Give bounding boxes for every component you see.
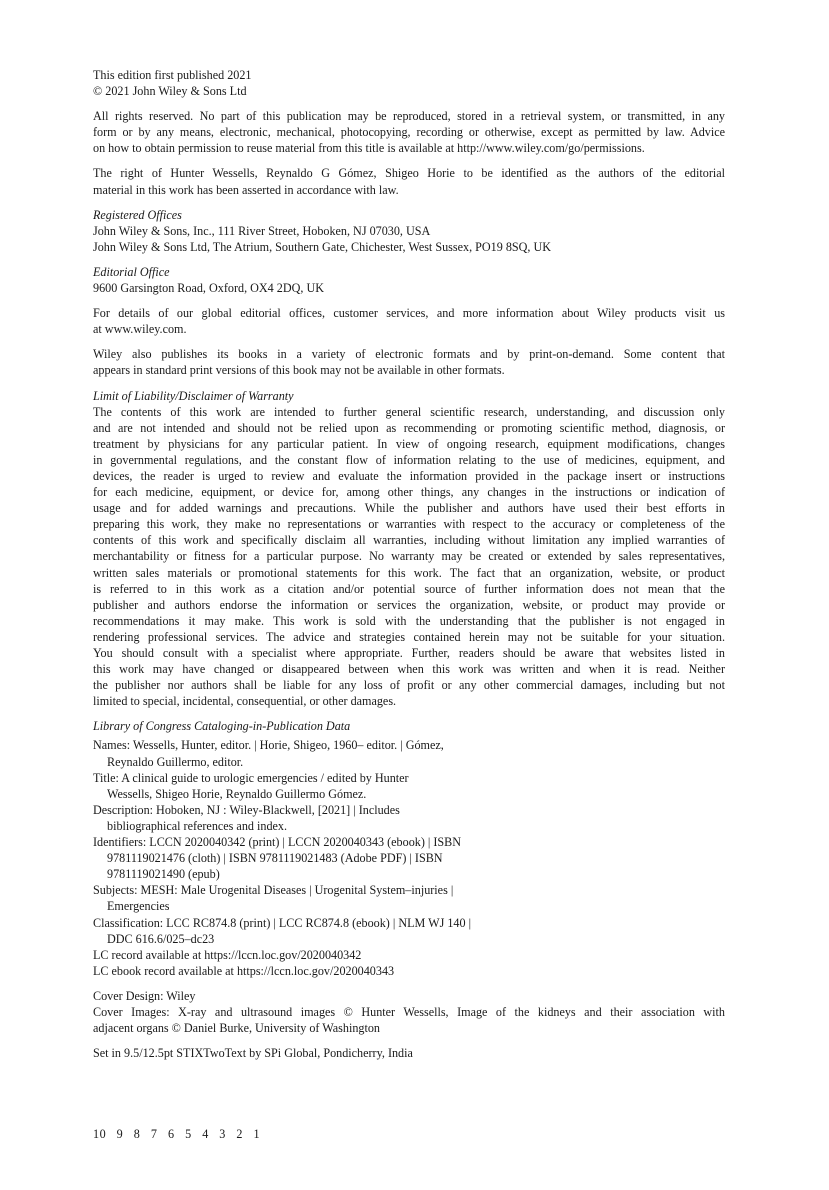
cover-design: Cover Design: Wiley: [93, 988, 196, 1003]
text-line: usage and for added warnings and precautions. While the publisher and authors have used their best efforts in: [93, 501, 725, 516]
text-line: appears in standard print versions of this book may not be available in other formats.: [93, 363, 505, 378]
text-line: merchantability or fitness for a particular purpose. No warranty may be created or extended by sales representatives,: [93, 549, 725, 564]
cataloging-data: [93, 718, 725, 979]
cover-images-cont: adjacent organs © Daniel Burke, University of Washington: [93, 1021, 380, 1036]
section-heading: Editorial Office: [93, 264, 170, 279]
text-line: contents of this work and specifically disclaim all warranties, including without limitation any implied warranties of: [93, 533, 725, 548]
text-line: recommendations it may make. This work is sold with the understanding that the publisher is not engaged in: [93, 613, 725, 628]
cip-subjects-cont: Emergencies: [107, 899, 170, 914]
section-heading: Registered Offices: [93, 207, 182, 222]
text-line: publisher and authors endorse the information or services the organization, website, or product may provide or: [93, 597, 725, 612]
print-line: 10 9 8 7 6 5 4 3 2 1: [93, 1127, 261, 1141]
address-line: John Wiley & Sons Ltd, The Atrium, Southern Gate, Chichester, West Sussex, PO19 8SQ, UK: [93, 239, 552, 254]
global-offices-notice: [93, 305, 725, 337]
lc-ebook-record-link: LC ebook record available at https://lccn.loc.gov/2020040343: [93, 963, 395, 978]
formats-notice: [93, 346, 725, 378]
text-line: is referred to in this work as a citation and/or potential source of further information does not mean that the: [93, 581, 725, 596]
edition-notice: [93, 67, 725, 99]
text-line: material in this work has been asserted in accordance with law.: [93, 182, 399, 197]
rights-notice: [93, 108, 725, 156]
text-line: For details of our global editorial offices, customer services, and more information about Wiley products visit us: [93, 306, 725, 321]
cover-images: Cover Images: X-ray and ultrasound images © Hunter Wessells, Image of the kidneys and their association with: [93, 1004, 725, 1019]
typesetting-line: Set in 9.5/12.5pt STIXTwoText by SPi Global, Pondicherry, India: [93, 1046, 413, 1061]
text-line: rendering professional services. The advice and strategies contained herein may not be suitable for your situation.: [93, 629, 725, 644]
text-line: treatment by physicians for any particular patient. In view of ongoing research, equipment modifications, changes: [93, 436, 725, 451]
cip-identifiers: Identifiers: LCCN 2020040342 (print) | LCCN 2020040343 (ebook) | ISBN: [93, 835, 462, 850]
cip-title: Title: A clinical guide to urologic emergencies / edited by Hunter: [93, 770, 409, 785]
cip-identifiers-cont: 9781119021490 (epub): [107, 867, 220, 882]
cip-description: Description: Hoboken, NJ : Wiley-Blackwell, [2021] | Includes: [93, 802, 400, 817]
lc-record-link: LC record available at https://lccn.loc.gov/2020040342: [93, 947, 362, 962]
text-line: The right of Hunter Wessells, Reynaldo G Gómez, Shigeo Horie to be identified as the authors of the editorial: [93, 166, 725, 181]
section-heading: Limit of Liability/Disclaimer of Warranty: [93, 388, 294, 403]
cip-title-cont: Wessells, Shigeo Horie, Reynaldo Guillermo Gómez.: [107, 786, 367, 801]
copyright-text-block: [93, 67, 725, 1070]
text-line: Wiley also publishes its books in a variety of electronic formats and by print-on-demand. Some content that: [93, 347, 725, 362]
cip-identifiers-cont: 9781119021476 (cloth) | ISBN 9781119021483 (Adobe PDF) | ISBN: [107, 851, 443, 866]
text-line: limited to special, incidental, consequential, or other damages.: [93, 694, 397, 709]
liability-disclaimer: [93, 388, 725, 710]
text-line: written sales materials or promotional statements for this work. The fact that an organization, website, or product: [93, 565, 725, 580]
text-line: The contents of this work are intended to further general scientific research, understanding, and discussion only: [93, 404, 725, 419]
text-line: All rights reserved. No part of this publication may be reproduced, stored in a retrieval system, or transmitted, in any: [93, 109, 725, 124]
moral-right-notice: [93, 165, 725, 197]
text-line: and are not intended and should not be relied upon as recommending or promoting scientific method, diagnosis, or: [93, 420, 725, 435]
cip-names-cont: Reynaldo Guillermo, editor.: [107, 754, 244, 769]
text-line: at www.wiley.com.: [93, 322, 187, 337]
cip-classification-cont: DDC 616.6/025–dc23: [107, 931, 215, 946]
copyright-line: © 2021 John Wiley & Sons Ltd: [93, 84, 247, 99]
section-heading: Library of Congress Cataloging-in-Publication Data: [93, 719, 351, 734]
address-line: 9600 Garsington Road, Oxford, OX4 2DQ, UK: [93, 281, 324, 296]
cover-credits: [93, 988, 725, 1036]
address-line: John Wiley & Sons, Inc., 111 River Street, Hoboken, NJ 07030, USA: [93, 223, 431, 238]
text-line: You should consult with a specialist where appropriate. Further, readers should be aware that websites listed in: [93, 646, 725, 660]
text-line: in governmental regulations, and the constant flow of information relating to the use of medicines, equipment, and: [93, 452, 725, 467]
cip-names: Names: Wessells, Hunter, editor. | Horie, Shigeo, 1960– editor. | Gómez,: [93, 738, 444, 753]
typesetting-notice: [93, 1045, 725, 1061]
text-line: this work may have changed or disappeared between when this work was written and when it is read. Neither: [93, 662, 725, 677]
registered-offices: [93, 207, 725, 255]
cip-description-cont: bibliographical references and index.: [107, 818, 288, 833]
cip-classification: Classification: LCC RC874.8 (print) | LCC RC874.8 (ebook) | NLM WJ 140 |: [93, 915, 472, 930]
cip-subjects: Subjects: MESH: Male Urogenital Diseases | Urogenital System–injuries |: [93, 883, 454, 898]
text-line: the publisher nor authors shall be liable for any loss of profit or any other commercial damages, including but not: [93, 678, 725, 693]
text-line: preparing this work, they make no representations or warranties with respect to the accuracy or completeness of the: [93, 517, 725, 532]
text-line: form or by any means, electronic, mechanical, photocopying, recording or otherwise, except as permitted by law. Advice: [93, 125, 725, 140]
text-line: on how to obtain permission to reuse material from this title is available at http://www.wiley.com/go/permissions.: [93, 141, 645, 156]
text-line: for each medicine, equipment, or device for, among other things, any changes in the instructions or indication of: [93, 485, 725, 500]
edition-line: This edition first published 2021: [93, 68, 252, 82]
editorial-office: [93, 264, 725, 296]
text-line: devices, the reader is urged to review and evaluate the information provided in the package insert or instructions: [93, 468, 725, 483]
